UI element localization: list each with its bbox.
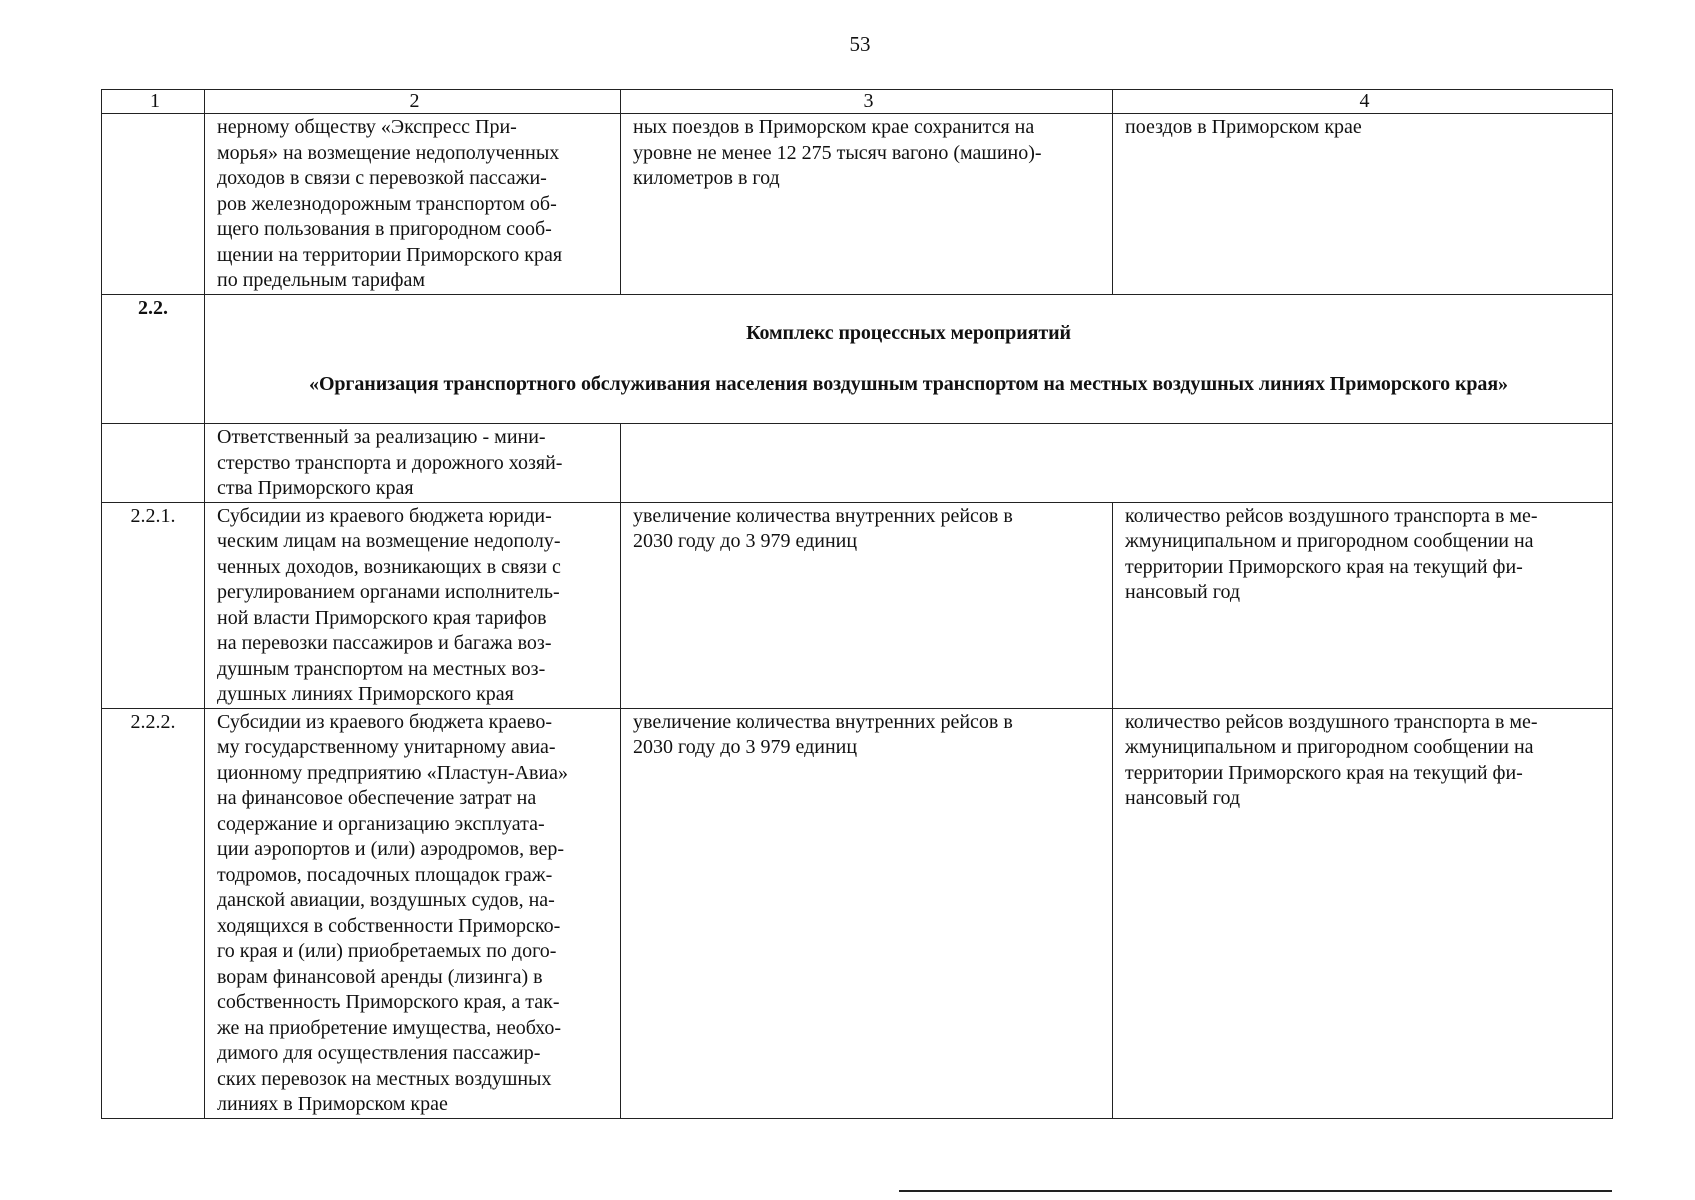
header-col-2: 2 — [205, 90, 621, 114]
cell-indicator: количество рейсов воздушного транспорта в ме- жмуниципальном и пригородном сообщении на территории Приморского края на текущий фи- нансовый год — [1113, 502, 1613, 708]
table-header-row — [102, 90, 1613, 114]
footer-divider — [899, 1190, 1612, 1192]
row-number: 2.2.2. — [102, 708, 205, 1118]
section-title-line-2: «Организация транспортного обслуживания населения воздушным транспортом на местных воздушных линиях Приморского края» — [309, 373, 1508, 395]
header-col-1: 1 — [102, 90, 205, 114]
responsible-text: Ответственный за реализацию - мини- стерство транспорта и дорожного хозяй- ства Приморского края — [205, 424, 621, 503]
section-title-line-1: Комплекс процессных мероприятий — [746, 322, 1071, 344]
responsible-empty — [621, 424, 1613, 503]
table-row-2-2-2 — [102, 708, 1613, 1118]
cell-indicator: количество рейсов воздушного транспорта в ме- жмуниципальном и пригородном сообщении на территории Приморского края на текущий фи- нансовый год — [1113, 708, 1613, 1118]
section-title — [205, 294, 1613, 424]
table-row-continuation — [102, 114, 1613, 295]
cell-number — [102, 424, 205, 503]
cell-result: увеличение количества внутренних рейсов в 2030 году до 3 979 единиц — [621, 502, 1113, 708]
row-number: 2.2.1. — [102, 502, 205, 708]
measures-table — [101, 89, 1613, 1119]
cell-measure: нерному обществу «Экспресс При- морья» на возмещение недополученных доходов в связи с перевозкой пассажи- ров железнодорожным транспортом об- щего пользования в пригородном сооб- щении на территории Приморского края по предельным тарифам — [205, 114, 621, 295]
header-col-3: 3 — [621, 90, 1113, 114]
cell-result: увеличение количества внутренних рейсов в 2030 году до 3 979 единиц — [621, 708, 1113, 1118]
table-row-2-2-1 — [102, 502, 1613, 708]
cell-measure: Субсидии из краевого бюджета краево- му государственному унитарному авиа- ционному предприятию «Пластун-Авиа» на финансовое обеспечение затрат на содержание и организацию эксплуата- ции аэропортов и (или) аэродромов, вер- тодромов, посадочных площадок граж- данской авиации, воздушных судов, на- ходящихся в собственности Приморско- го края и (или) приобретаемых по дого- ворам финансовой аренды (лизинга) в собственность Приморского края, а так- же на приобретение имущества, необхо- димого для осуществления пассажир- ских перевозок на местных воздушных линиях в Приморском крае — [205, 708, 621, 1118]
header-col-4: 4 — [1113, 90, 1613, 114]
page-number: 53 — [849, 32, 871, 56]
table-row-responsible — [102, 424, 1613, 503]
cell-indicator: поездов в Приморском крае — [1113, 114, 1613, 295]
section-number: 2.2. — [102, 294, 205, 424]
cell-result: ных поездов в Приморском крае сохранится на уровне не менее 12 275 тысяч вагоно (машино)- километров в год — [621, 114, 1113, 295]
cell-measure: Субсидии из краевого бюджета юриди- ческим лицам на возмещение недополу- ченных доходов, возникающих в связи с регулированием органами исполнитель- ной власти Приморского края тарифов на перевозки пассажиров и багажа воз- душным транспортом на местных воз- душных линиях Приморского края — [205, 502, 621, 708]
cell-number — [102, 114, 205, 295]
table-row-section — [102, 294, 1613, 424]
